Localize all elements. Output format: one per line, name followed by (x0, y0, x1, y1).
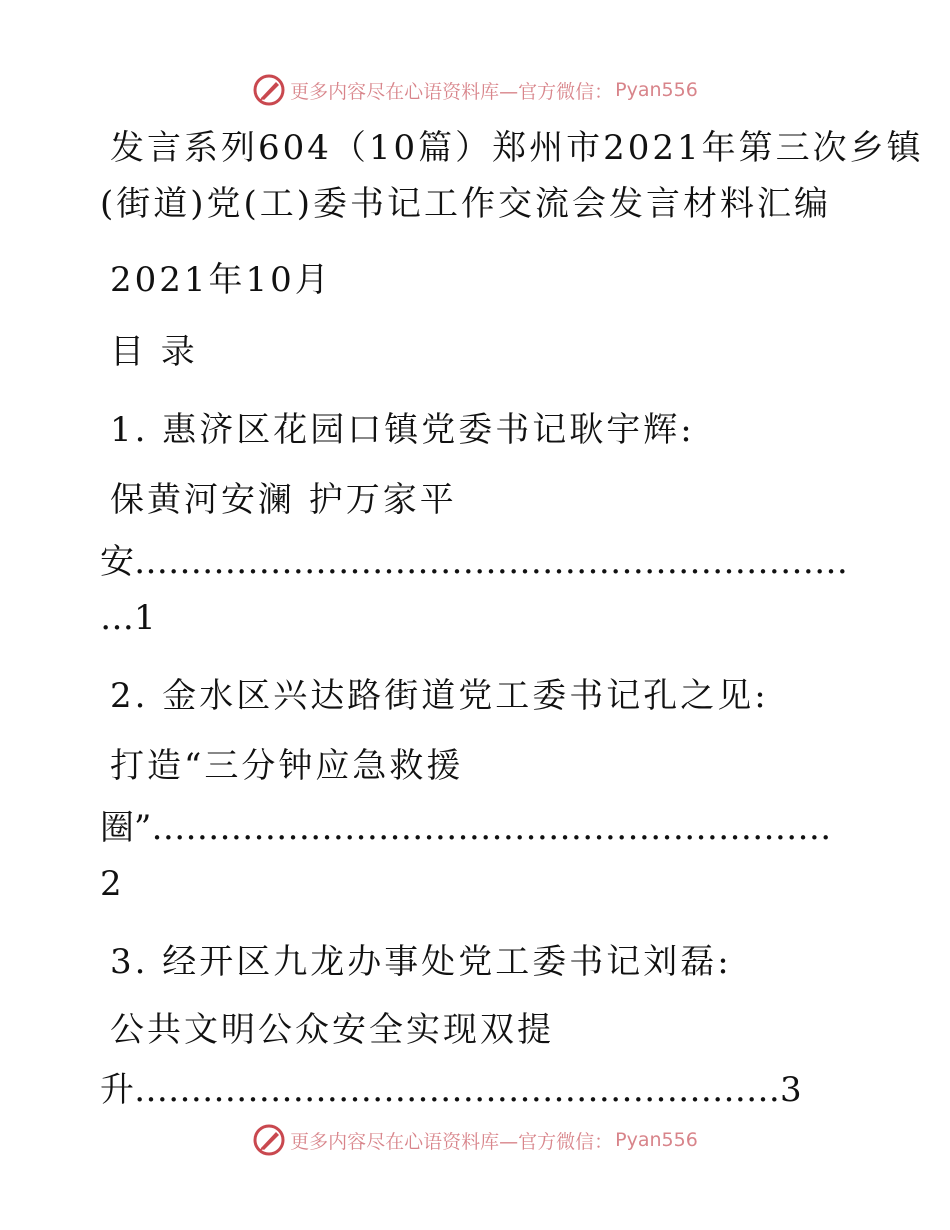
toc-entry-2-speaker: 2. 金水区兴达路街道党工委书记孔之见: (110, 676, 769, 716)
banner-handle: Pyan556 (615, 79, 698, 101)
quill-pen-seal-icon (252, 1123, 286, 1157)
toc-entry-3-title: 公共文明公众安全实现双提 (110, 1010, 554, 1050)
doc-title-line-1: 发言系列604（10篇）郑州市2021年第三次乡镇 (110, 128, 924, 168)
banner-text: 更多内容尽在心语资料库—官方微信： (290, 1130, 614, 1153)
banner-text: 更多内容尽在心语资料库—官方微信： (290, 80, 614, 103)
toc-entry-3-speaker: 3. 经开区九龙办事处党工委书记刘磊: (110, 942, 732, 982)
toc-entry-3-leader: 升…………………………………………………3 (100, 1070, 802, 1110)
quill-pen-seal-icon (252, 73, 286, 107)
toc-entry-1-title: 保黄河安澜 护万家平 (110, 480, 457, 520)
doc-date: 2021年10月 (110, 260, 332, 300)
toc-entry-2-leader: 圈”…………………………………………………… (100, 808, 832, 848)
toc-entry-1-leader: 安……………………………………………………… (100, 542, 848, 582)
toc-heading: 目 录 (110, 332, 198, 372)
toc-entry-1-speaker: 1. 惠济区花园口镇党委书记耿宇辉: (110, 410, 695, 450)
toc-entry-2-page: 2 (100, 864, 122, 904)
header-watermark-banner (0, 70, 950, 110)
toc-entry-1-page: …1 (100, 598, 156, 638)
doc-title-line-2: (街道)党(工)委书记工作交流会发言材料汇编 (100, 184, 832, 224)
toc-entry-2-title: 打造“三分钟应急救援 (110, 746, 464, 786)
footer-watermark-banner (0, 1120, 950, 1160)
banner-handle: Pyan556 (615, 1129, 698, 1151)
